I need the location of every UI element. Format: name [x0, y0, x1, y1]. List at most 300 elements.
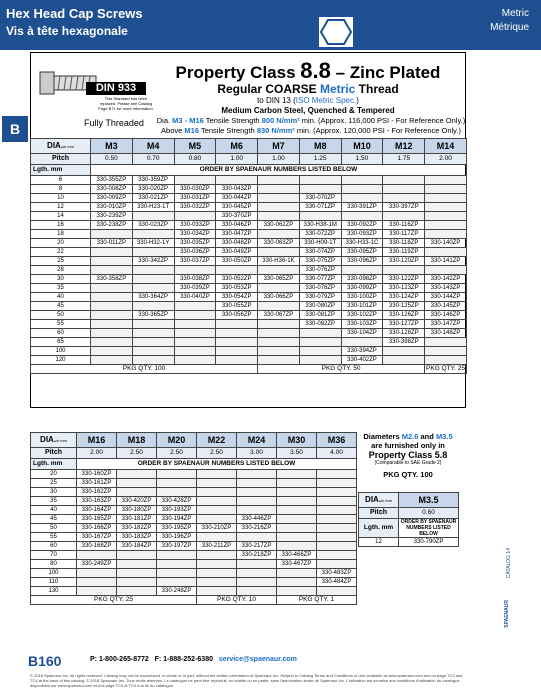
part-number-cell	[425, 203, 467, 212]
pkg-qty: PKG QTY. 25	[31, 596, 197, 605]
dia-cell: M20	[157, 433, 197, 448]
part-number-cell: 330-039ZP	[174, 284, 216, 293]
table-row	[31, 329, 467, 338]
dia-cell: M10	[341, 139, 383, 154]
part-number-cell	[237, 479, 277, 488]
pkg-qty: PKG QTY. 50	[258, 365, 425, 374]
dia-row	[359, 493, 459, 508]
part-number-cell	[91, 356, 133, 365]
table-row	[31, 338, 467, 347]
part-number-cell	[237, 533, 277, 542]
part-number-cell	[157, 560, 197, 569]
length-cell: 14	[31, 212, 91, 221]
part-number-cell	[117, 569, 157, 578]
pitch-cell: 2.50	[117, 448, 157, 459]
table-row	[31, 203, 467, 212]
table-row	[31, 569, 357, 578]
part-number-cell: 330-141ZP	[425, 257, 467, 266]
pitch-label: Pitch	[31, 448, 77, 459]
part-number-cell	[174, 311, 216, 320]
page-header	[0, 0, 541, 50]
part-number-cell: 330-043ZP	[216, 185, 258, 194]
part-number-cell	[383, 212, 425, 221]
part-number-cell: 330-165ZP	[77, 515, 117, 524]
part-number-cell: 330-420ZP	[117, 497, 157, 506]
part-number-cell: 330-031ZP	[174, 194, 216, 203]
part-number-cell: 330-054ZP	[216, 293, 258, 302]
part-number-cell	[317, 551, 357, 560]
part-number-cell: 330-239ZP	[91, 212, 133, 221]
part-number-cell	[277, 587, 317, 596]
part-number-cell	[197, 515, 237, 524]
part-number-cell: 330-066ZP	[258, 293, 300, 302]
table-row	[31, 176, 467, 185]
part-number-cell	[197, 578, 237, 587]
part-number-cell: 330-218ZP	[237, 551, 277, 560]
header-right-fr: Métrique	[490, 22, 529, 33]
pitch-cell: 0.70	[132, 154, 174, 165]
part-number-cell: 330-H09-1T	[299, 239, 341, 248]
part-number-cell	[216, 266, 258, 275]
part-number-cell	[132, 248, 174, 257]
part-number-cell	[237, 506, 277, 515]
part-number-cell	[77, 551, 117, 560]
part-number-cell	[77, 578, 117, 587]
part-number-cell	[425, 194, 467, 203]
part-number-cell: 330-009ZP	[91, 194, 133, 203]
fully-threaded-label: Fully Threaded	[84, 118, 144, 128]
part-number-cell	[258, 194, 300, 203]
length-cell: 100	[31, 569, 77, 578]
part-number-cell	[197, 551, 237, 560]
part-number-cell: 330-193ZP	[157, 506, 197, 515]
part-number-cell: 330-195ZP	[157, 524, 197, 533]
part-number-cell	[157, 470, 197, 479]
part-number-cell: 330-008ZP	[91, 185, 133, 194]
part-number-cell	[277, 578, 317, 587]
size-table-large	[30, 432, 357, 605]
part-number-cell: 330-092ZP	[341, 221, 383, 230]
pitch-cell: 1.00	[216, 154, 258, 165]
part-number-cell	[258, 329, 300, 338]
part-number-cell	[237, 587, 277, 596]
table-row	[31, 542, 357, 551]
part-number-cell: 330-047ZP	[216, 230, 258, 239]
part-number-cell	[425, 248, 467, 257]
table-row	[31, 533, 357, 542]
part-number-cell: 330-038ZP	[174, 275, 216, 284]
part-number-cell	[197, 497, 237, 506]
part-number-cell: 330-098ZP	[341, 275, 383, 284]
table-row	[31, 257, 467, 266]
part-number-cell	[341, 185, 383, 194]
part-number-cell	[132, 356, 174, 365]
length-cell: 35	[31, 284, 91, 293]
part-number-cell: 330-166ZP	[77, 524, 117, 533]
part-number-cell	[277, 524, 317, 533]
part-number-cell: 330-483ZP	[317, 569, 357, 578]
part-number-cell	[174, 320, 216, 329]
part-number-cell: 330-342ZP	[132, 257, 174, 266]
part-number-cell: 330-065ZP	[258, 275, 300, 284]
pitch-cell: 2.00	[425, 154, 467, 165]
part-number-cell: 330-067ZP	[258, 311, 300, 320]
part-number-cell: 330-167ZP	[77, 533, 117, 542]
part-number-cell	[237, 578, 277, 587]
part-number-cell: 330-116ZP	[383, 221, 425, 230]
part-number-cell	[237, 569, 277, 578]
length-cell: 40	[31, 293, 91, 302]
part-number-cell	[383, 185, 425, 194]
part-number-cell: 330-128ZP	[383, 329, 425, 338]
part-number-cell: 330-049ZP	[216, 248, 258, 257]
part-number-cell	[132, 347, 174, 356]
part-number-cell: 330-077ZP	[299, 275, 341, 284]
side-note: Diameters M2.6 and M3.5 are furnished only in Property Class 5.8 (Comparable to SAE Grade 2) PKG QTY. 100	[363, 432, 453, 479]
part-number-cell: 330-402ZP	[341, 356, 383, 365]
pitch-label: Pitch	[359, 508, 399, 519]
part-number-cell: 330-140ZP	[425, 239, 467, 248]
part-number-cell: 330-011ZP	[91, 239, 133, 248]
part-number-cell	[317, 533, 357, 542]
part-number-cell	[91, 347, 133, 356]
part-number-cell: 330-163ZP	[77, 497, 117, 506]
part-number-cell	[258, 230, 300, 239]
part-number-cell	[258, 284, 300, 293]
part-number-cell	[341, 212, 383, 221]
dia-cell: M16	[77, 433, 117, 448]
length-cell: 20	[31, 239, 91, 248]
part-number-cell: 330-183ZP	[117, 533, 157, 542]
part-number-cell: 330-446ZP	[237, 515, 277, 524]
length-cell: 18	[31, 230, 91, 239]
length-cell: 110	[31, 578, 77, 587]
dia-cell: M5	[174, 139, 216, 154]
part-number-cell	[277, 497, 317, 506]
part-number-cell	[216, 329, 258, 338]
part-number-cell	[425, 176, 467, 185]
part-number-cell: 330-095ZP	[341, 248, 383, 257]
part-number-cell: 330-H33-1C	[341, 239, 383, 248]
part-number-cell	[91, 311, 133, 320]
dia-cell: M3	[91, 139, 133, 154]
part-number-cell	[237, 488, 277, 497]
table-row	[31, 551, 357, 560]
part-number-cell: 330-037ZP	[174, 257, 216, 266]
part-number-cell: 330-103ZP	[341, 320, 383, 329]
part-number-cell: 330-398ZP	[383, 338, 425, 347]
table-row	[31, 284, 467, 293]
part-number-cell: 330-358ZP	[91, 275, 133, 284]
tensile-spec-2: Above M16 Tensile Strength 830 N/mm² min. (Approx. 120,000 PSI - For Reference Only.)	[161, 126, 461, 135]
part-number-cell	[317, 515, 357, 524]
part-number-cell: 330-196ZP	[157, 533, 197, 542]
part-number-cell	[174, 212, 216, 221]
part-number-cell: 330-040ZP	[174, 293, 216, 302]
part-number-cell: 330-052ZP	[216, 275, 258, 284]
part-number-cell: 330-125ZP	[383, 302, 425, 311]
part-number-cell	[132, 275, 174, 284]
table-row	[31, 347, 467, 356]
brand-logo: SPAENAUR	[504, 600, 510, 628]
length-cell: 40	[31, 506, 77, 515]
table-row	[31, 497, 357, 506]
part-number-cell: 330-030ZP	[174, 185, 216, 194]
part-number-cell: 330-080ZP	[299, 302, 341, 311]
part-number-cell: 330-062ZP	[258, 221, 300, 230]
part-number-cell	[132, 338, 174, 347]
part-number-cell	[132, 212, 174, 221]
part-number-cell: 330-397ZP	[383, 203, 425, 212]
order-row	[359, 519, 459, 538]
part-number-cell: 330-180ZP	[117, 506, 157, 515]
length-cell: 20	[31, 470, 77, 479]
part-number-cell: 330-032ZP	[174, 203, 216, 212]
length-cell: 45	[31, 302, 91, 311]
table-row	[31, 515, 357, 524]
part-number-cell: 330-100ZP	[341, 293, 383, 302]
part-number-cell: 330-123ZP	[383, 284, 425, 293]
part-number-cell: 330-355ZP	[91, 176, 133, 185]
part-number-cell	[216, 338, 258, 347]
part-number-cell: 330-148ZP	[425, 329, 467, 338]
section-tab: B	[2, 116, 28, 142]
part-number-cell	[216, 320, 258, 329]
part-number-cell	[197, 470, 237, 479]
length-cell: 130	[31, 587, 77, 596]
part-number-cell: 330-211ZP	[197, 542, 237, 551]
pitch-cell: 2.50	[197, 448, 237, 459]
part-number-cell: 330-216ZP	[237, 524, 277, 533]
part-number-cell	[157, 479, 197, 488]
part-number-cell	[197, 560, 237, 569]
part-number-cell	[383, 356, 425, 365]
pitch-cell: 1.75	[383, 154, 425, 165]
part-number-cell: 330-217ZP	[237, 542, 277, 551]
part-number-cell	[258, 176, 300, 185]
part-number-cell: 330-010ZP	[91, 203, 133, 212]
part-number-cell: 330-161ZP	[77, 479, 117, 488]
part-number-cell	[277, 470, 317, 479]
part-number-cell	[117, 470, 157, 479]
table-row	[31, 212, 467, 221]
table-row	[31, 488, 357, 497]
part-number-cell	[341, 194, 383, 203]
part-number-cell	[258, 212, 300, 221]
size-table-m35	[358, 492, 459, 547]
pkg-qty: PKG QTY. 10	[197, 596, 277, 605]
material-line: Medium Carbon Steel, Quenched & Tempered	[221, 106, 395, 115]
pitch-row	[31, 154, 467, 165]
part-number-cell	[277, 569, 317, 578]
dia-cell: M6	[216, 139, 258, 154]
table-row	[31, 266, 467, 275]
length-cell: 16	[31, 221, 91, 230]
part-number-cell	[341, 266, 383, 275]
pitch-cell: 3.00	[237, 448, 277, 459]
part-number-cell	[91, 329, 133, 338]
part-number-cell: 330-238ZP	[91, 221, 133, 230]
pkg-qty: PKG QTY. 100	[31, 365, 258, 374]
copyright-text: © 2018 Spaenaur Inc. All rights reserved. Catalog may not be reproduced, in whole or in part, without the written permission of Spaenaur Inc. Subject to Catalog Terms and Conditions of Use available at www.spaenaur.com and on page TC3 and TC4 at the back of this catalog. © 2018 Spaenaur Inc. Tous droits réservés. Le catalogue ne peut être reproduit, en totalité ou en partie, sans l'autorisation écrite de Spaenaur Inc. L'utilisation est soumise aux conditions d'utilisation du catalogue disponibles sur www.spaenaur.com et à la page TC4 et TC4 à la fin du catalogue.	[30, 673, 463, 688]
part-number-cell	[258, 203, 300, 212]
part-number-cell	[237, 560, 277, 569]
dia-cell: M8	[299, 139, 341, 154]
part-number-cell: 330-078ZP	[299, 284, 341, 293]
part-number-cell: 330-099ZP	[341, 284, 383, 293]
pitch-cell: 0.60	[399, 508, 459, 519]
part-number-cell: 330-070ZP	[299, 194, 341, 203]
order-label: ORDER BY SPAENAUR NUMBERS LISTED BELOW	[399, 519, 459, 538]
part-number-cell	[258, 185, 300, 194]
part-number-cell: 330-164ZP	[77, 506, 117, 515]
dia-row	[31, 433, 357, 448]
part-number-cell: 330-036ZP	[174, 248, 216, 257]
pitch-cell: 1.50	[341, 154, 383, 165]
part-number-cell: 330-H32-1Y	[132, 239, 174, 248]
part-number-cell: 330-119ZP	[383, 248, 425, 257]
dia-cell: M18	[117, 433, 157, 448]
part-number-cell	[132, 230, 174, 239]
part-number-cell	[91, 338, 133, 347]
table-row	[31, 302, 467, 311]
part-number-cell: 330-428ZP	[157, 497, 197, 506]
dia-cell: M4	[132, 139, 174, 154]
pkg-row	[31, 365, 467, 374]
dia-label: DIA.in mm	[31, 433, 77, 448]
length-cell: 45	[31, 515, 77, 524]
part-number-cell: 330-122ZP	[383, 275, 425, 284]
part-number-cell	[91, 230, 133, 239]
part-number-cell: 330-082ZP	[299, 320, 341, 329]
part-number-cell	[132, 266, 174, 275]
part-number-cell: 330-364ZP	[132, 293, 174, 302]
part-number-cell	[383, 347, 425, 356]
part-number-cell: 330-035ZP	[174, 239, 216, 248]
part-number-cell: 330-466ZP	[277, 551, 317, 560]
part-number-cell	[91, 257, 133, 266]
part-number-cell: 330-055ZP	[216, 302, 258, 311]
part-number-cell: 330-056ZP	[216, 311, 258, 320]
part-number-cell: 330-072ZP	[299, 230, 341, 239]
order-row	[31, 459, 357, 470]
part-number-cell	[341, 176, 383, 185]
catalog-label: CATALOG 14	[506, 548, 512, 579]
table-row	[31, 239, 467, 248]
part-number-cell: 330-160ZP	[77, 470, 117, 479]
part-number-cell	[277, 533, 317, 542]
dia-cell: M7	[258, 139, 300, 154]
part-number-cell	[197, 533, 237, 542]
part-number-cell	[117, 479, 157, 488]
dia-cell: M24	[237, 433, 277, 448]
part-number-cell	[132, 284, 174, 293]
part-number-cell: 330-142ZP	[425, 275, 467, 284]
part-number-cell	[425, 185, 467, 194]
part-number-cell	[317, 479, 357, 488]
length-cell: 25	[31, 257, 91, 266]
part-number-cell	[216, 176, 258, 185]
part-number-cell	[317, 488, 357, 497]
part-number-cell	[174, 338, 216, 347]
dia-row	[31, 139, 467, 154]
length-cell: 35	[31, 497, 77, 506]
part-number-cell	[237, 497, 277, 506]
length-cell: 65	[31, 338, 91, 347]
pitch-cell: 1.25	[299, 154, 341, 165]
part-number-cell: 330-248ZP	[157, 587, 197, 596]
part-number-cell: 330-117ZP	[383, 230, 425, 239]
part-number-cell: 330-391ZP	[341, 203, 383, 212]
part-number-cell	[341, 338, 383, 347]
part-number-cell	[299, 338, 341, 347]
pitch-row	[31, 448, 357, 459]
part-number-cell	[174, 266, 216, 275]
length-cell: 55	[31, 533, 77, 542]
part-number-cell	[317, 542, 357, 551]
part-number-cell	[216, 356, 258, 365]
part-number-cell: 330-370ZP	[216, 212, 258, 221]
length-cell: 50	[31, 311, 91, 320]
dia-cell: M12	[383, 139, 425, 154]
part-number-cell: 330-145ZP	[425, 302, 467, 311]
length-cell: 60	[31, 329, 91, 338]
part-number-cell: 330-197ZP	[157, 542, 197, 551]
table-row	[31, 524, 357, 533]
part-number-cell: 330-033ZP	[174, 221, 216, 230]
part-number-cell: 330-484ZP	[317, 578, 357, 587]
part-number-cell	[117, 560, 157, 569]
part-number-cell	[258, 356, 300, 365]
length-cell: 50	[31, 524, 77, 533]
part-number-cell: 330-168ZP	[77, 542, 117, 551]
part-number-cell	[91, 320, 133, 329]
length-cell: 30	[31, 488, 77, 497]
part-number-cell	[117, 551, 157, 560]
pitch-cell: 2.50	[157, 448, 197, 459]
table-row	[31, 311, 467, 320]
length-cell: 12	[359, 538, 399, 547]
part-number-cell	[277, 542, 317, 551]
pkg-qty: PKG QTY. 25	[426, 365, 465, 372]
part-number-cell: 330-120ZP	[383, 257, 425, 266]
part-number-cell: 330-034ZP	[174, 230, 216, 239]
part-number-cell: 330-063ZP	[258, 239, 300, 248]
part-number-cell	[91, 248, 133, 257]
din-note: This Standard has been replaced. Please see Catalog Page B71 for more information.	[98, 96, 154, 111]
table-row	[31, 560, 357, 569]
pitch-label: Pitch	[31, 154, 91, 165]
part-number-cell	[277, 506, 317, 515]
page-number: B160	[28, 653, 62, 669]
length-cell: 28	[31, 266, 91, 275]
part-number-cell: 330-102ZP	[341, 311, 383, 320]
part-number-cell	[299, 176, 341, 185]
part-number-cell: 330-144ZP	[425, 293, 467, 302]
tensile-spec-1: Dia. M3 - M16 Tensile Strength 800 N/mm² min. (Approx. 116,000 PSI - For Reference Only.)	[156, 116, 466, 125]
part-number-cell	[258, 347, 300, 356]
part-number-cell: 330-021ZP	[132, 194, 174, 203]
part-number-cell	[157, 578, 197, 587]
part-number-cell: 330-394ZP	[341, 347, 383, 356]
order-label: ORDER BY SPAENAUR NUMBERS LISTED BELOW	[77, 459, 357, 470]
dia-label: DIA.in mm	[31, 139, 91, 154]
table-row	[31, 479, 357, 488]
part-number-cell	[299, 347, 341, 356]
part-number-cell	[174, 356, 216, 365]
length-cell: 6	[31, 176, 91, 185]
table-row	[31, 194, 467, 203]
